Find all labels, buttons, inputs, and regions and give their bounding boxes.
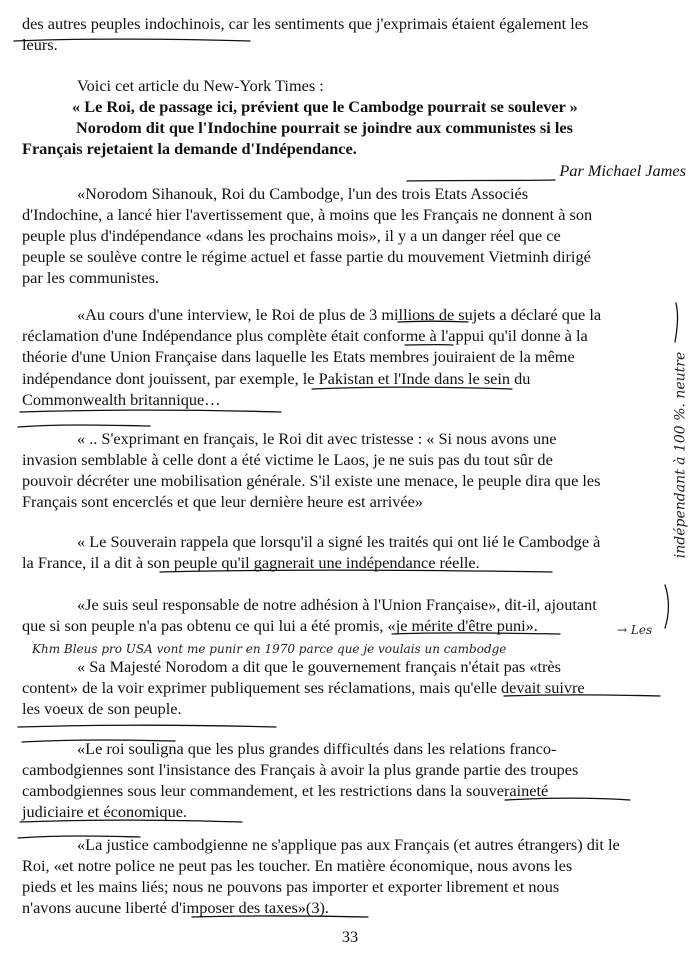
text-line: invasion semblable à celle dont a été victime le Laos, je ne suis pas du tout sûr de [22, 450, 553, 469]
text-line: peuple se soulève contre le régime actuel et fasse partie du mouvement Vietminh dirigé [22, 247, 591, 266]
text-line: «Je suis seul responsable de notre adhésion à l'Union Française», dit-il, ajoutant [77, 595, 597, 614]
text-line: théorie d'une Union Française dans laquelle les Etats membres jouiraient de la même [22, 347, 575, 366]
text-line: Français sont encerclés et que leur dernière heure est arrivée» [22, 492, 423, 511]
page-number: 33 [341, 927, 359, 946]
handwritten-underline [18, 725, 276, 727]
handwritten-arrow-note: → Les [617, 623, 653, 637]
text-line: indépendance dont jouissent, par exemple, le Pakistan et l'Inde dans le sein du [22, 369, 531, 388]
handwritten-note: Khm Bleus pro USA vont me punir en 1970 parce que je voulais un cambodge [32, 642, 507, 656]
handwritten-bracket [665, 585, 668, 628]
text-line: «La justice cambodgienne ne s'applique pas aux Français (et autres étrangers) dit le [77, 835, 620, 854]
text-line: que si son peuple n'a pas obtenu ce qui lui a été promis, «je mérite d'être puni». [22, 616, 538, 635]
text-line: cambodgiennes sont l'insistance des Français à avoir la plus grande partie des troupes [22, 760, 579, 779]
text-line: par les communistes. [22, 268, 160, 287]
text-line: « Le Souverain rappela que lorsqu'il a signé les traités qui ont lié le Cambodge à [77, 532, 601, 551]
headline: « Le Roi, de passage ici, prévient que le Cambodge pourrait se soulever » [72, 97, 578, 116]
text-line: «Norodom Sihanouk, Roi du Cambodge, l'un des trois Etats Associés [77, 184, 529, 203]
text-line: « Sa Majesté Norodom a dit que le gouvernement français n'était pas «très [77, 657, 561, 676]
subheadline: Français rejetaient la demande d'Indépendance. [22, 139, 357, 158]
text-line: cambodgiennes sous leur commandement, et les restrictions dans la souveraineté [22, 781, 549, 800]
text-line: réclamation d'une Indépendance plus complète était conforme à l'appui qu'il donne à la [22, 326, 588, 345]
text-line: la France, il a dit à son peuple qu'il gagnerait une indépendance réelle. [22, 553, 480, 572]
text-line: «Au cours d'une interview, le Roi de plus de 3 millions de sujets a déclaré que la [77, 305, 602, 324]
handwritten-underline [20, 410, 281, 412]
text-line: peuple plus d'indépendance «dans les prochains mois», il y a un danger réel que ce [22, 226, 561, 245]
text-line: leurs. [22, 35, 58, 54]
text-line: content» de la voir exprimer publiquement ses réclamations, mais qu'elle devait suivre [22, 678, 585, 697]
subheadline: Norodom dit que l'Indochine pourrait se joindre aux communistes si les [76, 118, 573, 137]
byline: Par Michael James [559, 161, 686, 180]
text-line: judiciaire et économique. [22, 802, 188, 821]
text-line: d'Indochine, a lancé hier l'avertissement que, à moins que les Français ne donnent à son [22, 205, 593, 224]
text-line: « .. S'exprimant en français, le Roi dit avec tristesse : « Si nous avons une [77, 429, 557, 448]
text-line: «Le roi souligna que les plus grandes difficultés dans les relations franco- [77, 739, 557, 758]
text-line: des autres peuples indochinois, car les sentiments que j'exprimais étaient également les [22, 14, 589, 33]
handwritten-underline [18, 425, 150, 427]
text-line: pieds et les mains liés; nous ne pouvons pas importer et exporter librement et nous [22, 877, 560, 896]
text-line: Roi, «et notre police ne peut pas les toucher. En matière économique, nous avons les [22, 856, 573, 875]
handwritten-underline [407, 180, 555, 181]
text-line: Commonwealth britannique… [22, 390, 221, 409]
handwritten-margin-note: indépendant à 100 %. neutre [672, 351, 689, 559]
text-line: les voeux de son peuple. [22, 699, 182, 718]
text-line: Voici cet article du New-York Times : [77, 76, 324, 95]
text-line: pouvoir décréter une mobilisation générale. S'il existe une menace, le peuple dira que les [22, 471, 601, 490]
text-line: n'avons aucune liberté d'imposer des taxes»(3). [22, 898, 329, 917]
